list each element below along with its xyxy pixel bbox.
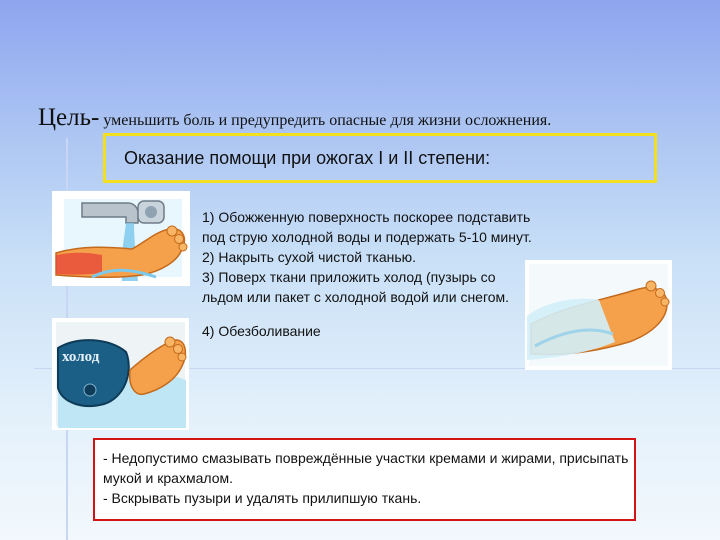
step-1: 1) Обожженную поверхность поскорее подставить под струю холодной воды и подержать 5-10 минут. bbox=[202, 209, 532, 245]
first-aid-steps bbox=[202, 207, 532, 341]
cold-pack-label: холод bbox=[62, 349, 100, 365]
covered-foot-illustration bbox=[525, 260, 672, 370]
slide-title-box bbox=[103, 133, 657, 183]
step-4: 4) Обезболивание bbox=[202, 323, 321, 339]
goal-line bbox=[38, 104, 718, 132]
warning-box bbox=[93, 438, 636, 521]
goal-keyword: Цель- bbox=[38, 104, 100, 131]
goal-text: уменьшить боль и предупредить опасные для жизни осложнения. bbox=[103, 112, 552, 129]
tap-water-foot-illustration bbox=[52, 191, 190, 286]
step-2: 2) Накрыть сухой чистой тканью. bbox=[202, 249, 417, 265]
warning-line-1: - Недопустимо смазывать повреждённые участки кремами и жирами, присыпать мукой и крахмалом. bbox=[103, 450, 629, 486]
step-3: 3) Поверх ткани приложить холод (пузырь со льдом или пакет с холодной водой или снегом. bbox=[202, 269, 510, 305]
cold-pack-foot-illustration bbox=[52, 318, 189, 430]
warning-line-2: - Вскрывать пузыри и удалять прилипшую ткань. bbox=[103, 490, 422, 506]
slide-title: Оказание помощи при ожогах I и II степени: bbox=[124, 148, 491, 168]
